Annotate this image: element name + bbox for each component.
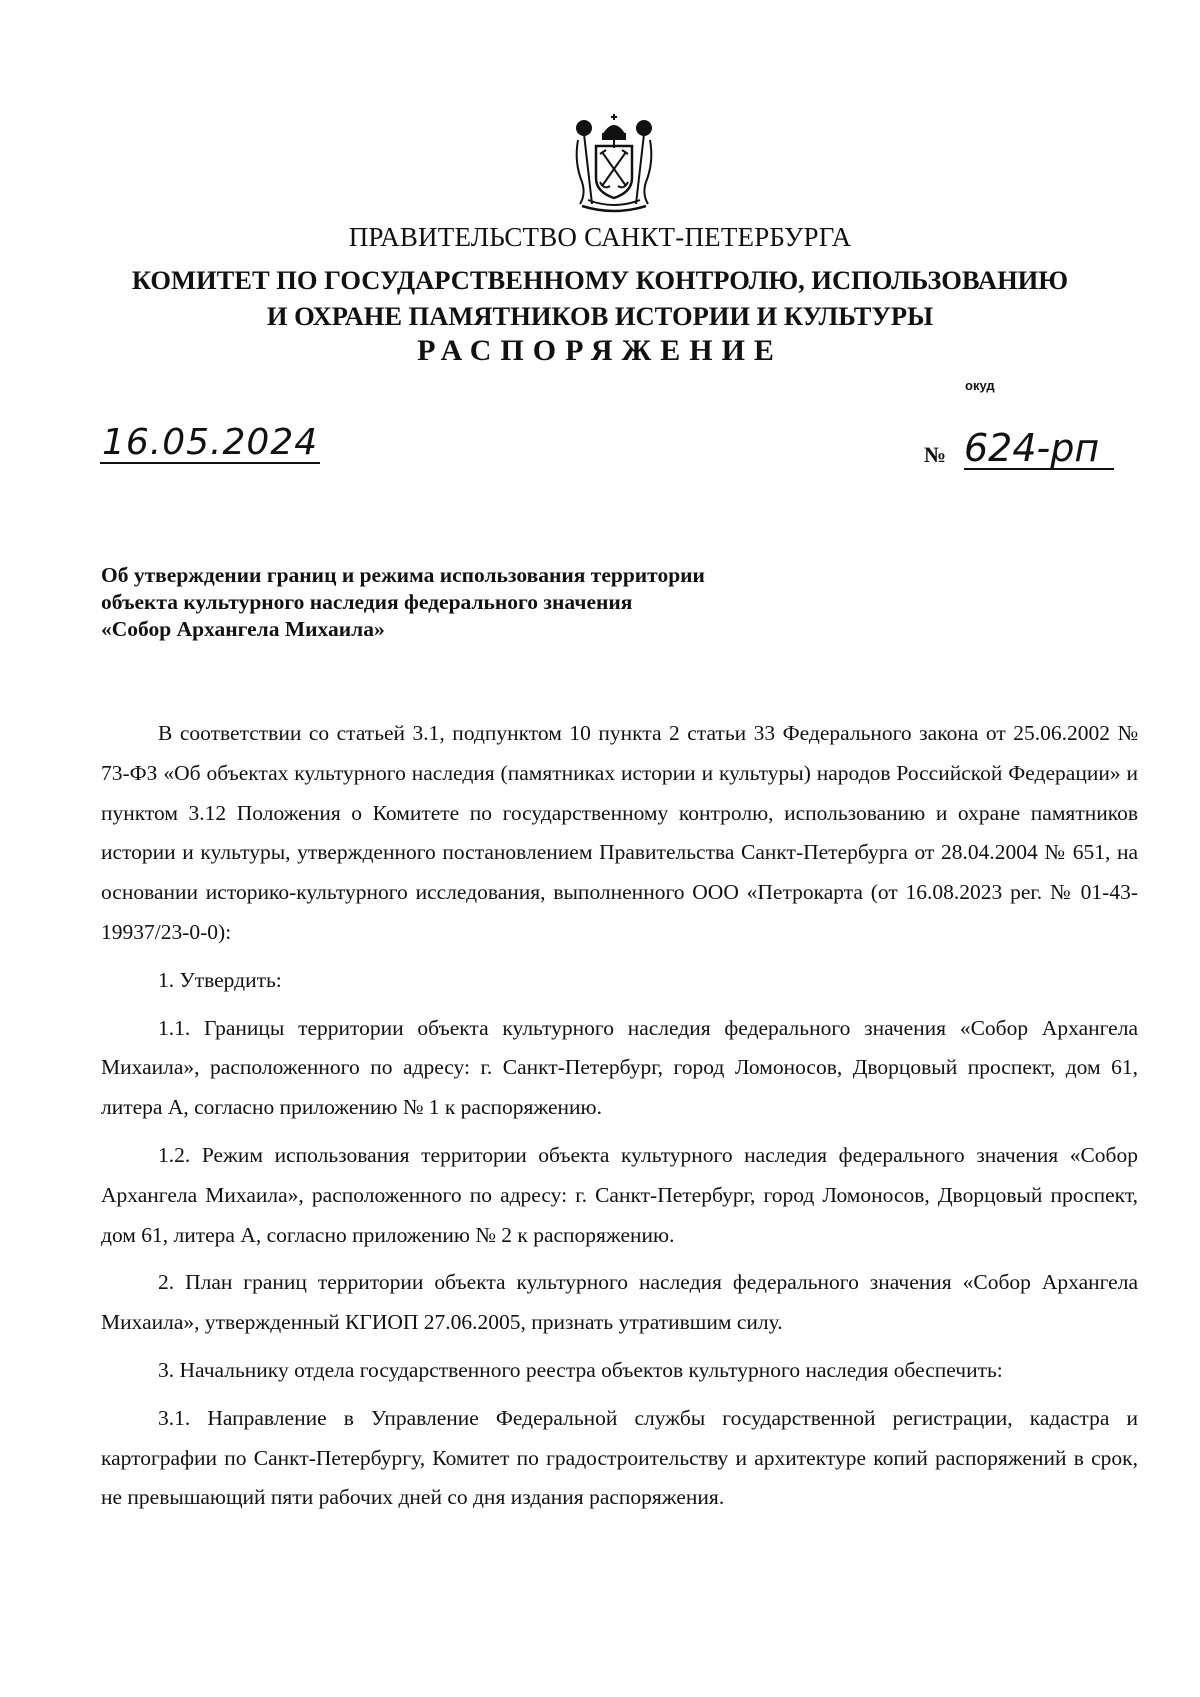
paragraph-2: 2. План границ территории объекта культурного наследия федерального значения «Собор Архангела Михаила», утвержденный КГИОП 27.06.2005, признать утратившим силу. bbox=[101, 1270, 1138, 1335]
document-number: 624-рп bbox=[964, 428, 1114, 470]
paragraph-3-1: 3.1. Направление в Управление Федеральной службы государственной регистрации, кадастра и картографии по Санкт-Петербургу, Комитет по градостроительству и архитектуре копий распоряжений в срок, не превышающий пяти рабочих дней со дня издания распоряжения. bbox=[101, 1405, 1138, 1510]
saint-petersburg-coat-of-arms-icon bbox=[572, 112, 656, 216]
paragraph-1-2: 1.2. Режим использования территории объекта культурного наследия федерального значения «Собор Архангела Михаила», расположенного по адресу: г. Санкт-Петербург, город Ломоносов, Дворцовый проспект, дом 61, литера А, согласно приложению № 2 к распоряжению. bbox=[101, 1142, 1138, 1247]
document-type-title: РАСПОРЯЖЕНИЕ bbox=[417, 334, 783, 367]
subject-line-3: «Собор Архангела Михаила» bbox=[101, 617, 385, 641]
subject-line-1: Об утверждении границ и режима использования территории bbox=[101, 563, 705, 587]
paragraph-1: 1. Утвердить: bbox=[158, 967, 282, 992]
paragraph-1-1: 1.1. Границы территории объекта культурного наследия федерального значения «Собор Архангела Михаила», расположенного по адресу: г. Санкт-Петербург, город Ломоносов, Дворцовый проспект, дом 61, литера А, согласно приложению № 1 к распоряжению. bbox=[101, 1015, 1138, 1120]
document-subject bbox=[101, 562, 705, 643]
committee-name-line-1: КОМИТЕТ ПО ГОСУДАРСТВЕННОМУ КОНТРОЛЮ, ИСПОЛЬЗОВАНИЮ bbox=[131, 265, 1069, 295]
document-number-block bbox=[924, 428, 1114, 468]
document-body bbox=[101, 714, 1138, 1518]
committee-name bbox=[100, 262, 1100, 334]
preamble-paragraph: В соответствии со статьей 3.1, подпунктом 10 пункта 2 статьи 33 Федерального закона от 25.06.2002 № 73-ФЗ «Об объектах культурного наследия (памятниках истории и культуры) народов Российской Федерации» и пунктом 3.12 Положения о Комитете по государственному контролю, использованию и охране памятников истории и культуры, утвержденного постановлением Правительства Санкт-Петербурга от 28.04.2004 № 651, на основании историко-культурного исследования, выполненного ООО «Петрокарта (от 16.08.2023 рег. № 01-43-19937/23-0-0): bbox=[101, 721, 1138, 944]
committee-name-line-2: И ОХРАНЕ ПАМЯТНИКОВ ИСТОРИИ И КУЛЬТУРЫ bbox=[266, 301, 934, 331]
subject-line-2: объекта культурного наследия федерального значения bbox=[101, 590, 633, 614]
number-sign: № bbox=[924, 442, 947, 467]
document-date: 16.05.2024 bbox=[102, 422, 319, 463]
okud-label: окуд bbox=[965, 378, 995, 393]
paragraph-3: 3. Начальнику отдела государственного реестра объектов культурного наследия обеспечить: bbox=[158, 1357, 1003, 1382]
government-title: ПРАВИТЕЛЬСТВО САНКТ-ПЕТЕРБУРГА bbox=[348, 222, 852, 252]
